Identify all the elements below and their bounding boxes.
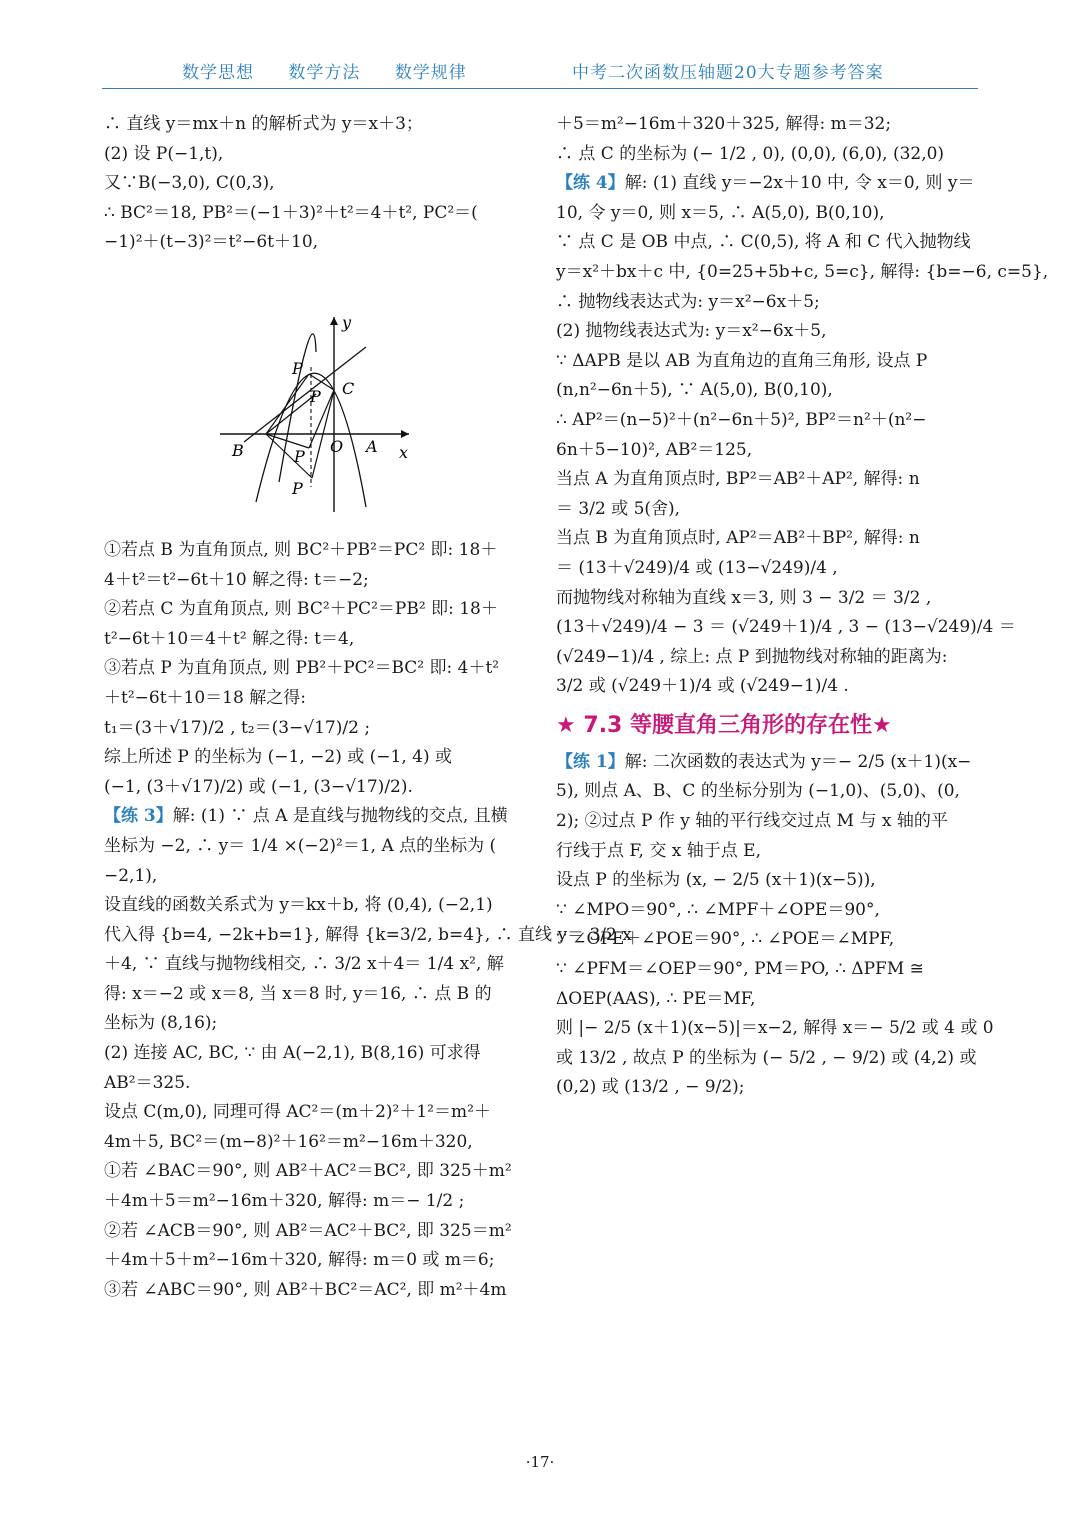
exercise-4-line [556, 169, 980, 199]
text-line: 代入得 {b=4, −2k+b=1}, 解得 {k=3/2, b=4}, ∴ 直线 y＝ 3/2 x [104, 924, 632, 945]
text-line: 2); ②过点 P 作 y 轴的平行线交过点 M 与 x 轴的平 [556, 811, 948, 832]
text-line: ①若 ∠BAC＝90°, 则 AB²＋AC²＝BC², 即 325＋m² [104, 1161, 512, 1182]
label-o: O [330, 436, 344, 456]
text-line: 当点 A 为直角顶点时, BP²＝AB²＋AP², 解得: n [556, 469, 920, 490]
text-line: ②若点 C 为直角顶点, 则 BC²＋PC²＝PB² 即: 18＋ [104, 599, 498, 620]
y-axis-arrow [330, 317, 338, 325]
header-item: 数学思想 [182, 63, 254, 83]
label-x: x [399, 442, 409, 462]
segment-bp4 [266, 434, 312, 478]
label-y: y [342, 312, 352, 332]
text-line: (2) 设 P(−1,t), [104, 143, 224, 164]
text-line: 又∵B(−3,0), C(0,3), [104, 173, 275, 194]
exercise-tag: 【练 4】 [556, 173, 625, 194]
text-line: 5), 则点 A、B、C 的坐标分别为 (−1,0)、(5,0)、(0, [556, 781, 960, 802]
text-line: 当点 B 为直角顶点时, AP²＝AB²＋BP², 解得: n [556, 528, 920, 549]
label-p2: P [310, 386, 321, 406]
text-line: 10, 令 y＝0, 则 x＝5, ∴ A(5,0), B(0,10), [556, 202, 885, 223]
exercise-text: 解: 二次函数的表达式为 y＝− 2/5 (x＋1)(x− [624, 751, 972, 772]
exercise-text: 解: (1) ∵ 点 A 是直线与抛物线的交点, 且横 [172, 806, 508, 827]
section-title: ★ 7.3 等腰直角三角形的存在性★ [556, 712, 892, 738]
text-line: −2,1), [104, 865, 158, 886]
text-line: 6n＋5−10)², AB²＝125, [556, 439, 753, 460]
label-p3: P [294, 446, 305, 466]
text-line: (−1, (3＋√17)/2) 或 (−1, (3−√17)/2). [104, 776, 413, 797]
text-line: 4＋t²＝t²−6t＋10 解之得: t＝−2; [104, 569, 369, 590]
text-line: ∴ 点 C 的坐标为 (− 1/2 , 0), (0,0), (6,0), (32,0) [556, 143, 945, 164]
text-line: 4m＋5, BC²＝(m−8)²＋16²＝m²−16m＋320, [104, 1131, 473, 1152]
text-line: (n,n²−6n＋5), ∵ A(5,0), B(0,10), [556, 380, 833, 401]
exercise-tag: 【练 1】 [556, 751, 625, 772]
x-axis-arrow [401, 430, 409, 438]
text-line: t₁＝(3＋√17)/2 , t₂＝(3−√17)/2 ; [104, 717, 371, 738]
figure-svg [104, 262, 528, 532]
text-line: ＋4m＋5＋m²−16m＋320, 解得: m＝0 或 m＝6; [104, 1250, 495, 1271]
label-p4: P [292, 478, 303, 498]
text-line: 坐标为 −2, ∴ y＝ 1/4 ×(−2)²＝1, A 点的坐标为 ( [104, 835, 497, 856]
text-line: ＋4m＋5＝m²−16m＋320, 解得: m＝− 1/2 ; [104, 1191, 465, 1212]
exercise-tag: 【练 3】 [104, 806, 173, 827]
text-line: ∵ 点 C 是 OB 中点, ∴ C(0,5), 将 A 和 C 代入抛物线 [556, 232, 971, 253]
text-line: ①若点 B 为直角顶点, 则 BC²＋PB²＝PC² 即: 18＋ [104, 539, 498, 560]
text-line: 设点 C(m,0), 同理可得 AC²＝(m＋2)²＋1²＝m²＋ [104, 1102, 491, 1123]
text-line: ∴ BC²＝18, PB²＝(−1＋3)²＋t²＝4＋t², PC²＝( [104, 202, 478, 223]
text-line: ②若 ∠ACB＝90°, 则 AB²＝AC²＋BC², 即 325＝m² [104, 1220, 512, 1241]
text-line: ∵ ∠OPE＋∠POE＝90°, ∴ ∠POE＝∠MPF, [556, 929, 895, 950]
text-line: 设直线的函数关系式为 y＝kx＋b, 将 (0,4), (−2,1) [104, 895, 493, 916]
text-line: (13＋√249)/4 − 3 ＝ (√249＋1)/4 , 3 − (13−√249)/4 ＝ [556, 617, 1016, 638]
text-line: 或 13/2 , 故点 P 的坐标为 (− 5/2 , − 9/2) 或 (4,2) 或 [556, 1047, 977, 1068]
label-c: C [342, 378, 355, 398]
label-p1: P [292, 358, 303, 378]
text-line: (2) 连接 AC, BC, ∵ 由 A(−2,1), B(8,16) 可求得 [104, 1043, 481, 1064]
text-line: 坐标为 (8,16); [104, 1013, 218, 1034]
exercise-1-line [556, 748, 980, 778]
text-line: 设点 P 的坐标为 (x, − 2/5 (x＋1)(x−5)), [556, 870, 876, 891]
header-left [182, 58, 495, 83]
text-line: ＝ (13＋√249)/4 或 (13−√249)/4 , [556, 557, 838, 578]
text-line: 综上所述 P 的坐标为 (−1, −2) 或 (−1, 4) 或 [104, 747, 453, 768]
text-line: 而抛物线对称轴为直线 x＝3, 则 3 − 3/2 ＝ 3/2 , [556, 587, 932, 608]
text-line: AB²＝325. [104, 1072, 191, 1093]
text-line: (0,2) 或 (13/2 , − 9/2); [556, 1077, 745, 1098]
page-number: ·17· [525, 1453, 555, 1471]
text-line: ∴ AP²＝(n−5)²＋(n²−6n＋5)², BP²＝n²＋(n²− [556, 409, 927, 430]
text-line: ∴ 抛物线表达式为: y＝x²−6x＋5; [556, 291, 820, 312]
text-line: ＝ 3/2 或 5(舍), [556, 498, 681, 519]
text-line: ③若点 P 为直角顶点, 则 PB²＋PC²＝BC² 即: 4＋t² [104, 658, 500, 679]
text-line: ＋5＝m²−16m＋320＋325, 解得: m＝32; [556, 114, 892, 134]
text-line: −1)²＋(t−3)²＝t²−6t＋10, [104, 232, 319, 253]
text-line: 则 |− 2/5 (x＋1)(x−5)|＝x−2, 解得 x＝− 5/2 或 4 或 0 [556, 1018, 994, 1039]
header-item: 数学规律 [394, 63, 467, 83]
text-line: y＝x²＋bx＋c 中, {0=25+5b+c, 5=c}, 解得: {b=−6, c=5}, [556, 261, 1049, 282]
text-line: (√249−1)/4 , 综上: 点 P 到抛物线对称轴的距离为: [556, 646, 948, 667]
label-a: A [366, 436, 378, 456]
text-line: ΔOEP(AAS), ∴ PE＝MF, [556, 988, 756, 1009]
text-line: ∵ ∠PFM＝∠OEP＝90°, PM＝PO, ∴ ΔPFM ≅ [556, 959, 924, 980]
text-line: ∵ ∠MPO＝90°, ∴ ∠MPF＋∠OPE＝90°, [556, 899, 880, 920]
header-item: 数学方法 [288, 63, 361, 83]
text-line: ∵ ΔAPB 是以 AB 为直角边的直角三角形, 设点 P [556, 350, 928, 371]
text-line: t²−6t＋10＝4＋t² 解之得: t＝4, [104, 628, 355, 649]
page-header [102, 56, 978, 89]
text-line: 行线于点 F, 交 x 轴于点 E, [556, 840, 761, 861]
text-line: ＋4, ∵ 直线与抛物线相交, ∴ 3/2 x＋4＝ 1/4 x², 解 [104, 954, 504, 975]
text-line: ③若 ∠ABC＝90°, 则 AB²＋BC²＝AC², 即 m²＋4m [104, 1279, 507, 1300]
right-column [556, 110, 1049, 1103]
text-line: ∴ 直线 y＝mx＋n 的解析式为 y＝x＋3； [104, 114, 423, 134]
label-b: B [232, 440, 244, 460]
text-line: 得: x＝−2 或 x＝8, 当 x＝8 时, y＝16, ∴ 点 B 的 [104, 983, 492, 1004]
header-title: 中考二次函数压轴题20大专题参考答案 [572, 63, 884, 83]
parabola-figure [104, 262, 528, 532]
text-line: ＋t²−6t＋10＝18 解之得: [104, 687, 306, 708]
text-line: (2) 抛物线表达式为: y＝x²−6x＋5, [556, 321, 827, 342]
exercise-text: 解: (1) 直线 y＝−2x＋10 中, 令 x＝0, 则 y＝ [624, 173, 975, 194]
text-line: 3/2 或 (√249＋1)/4 或 (√249−1)/4 . [556, 676, 849, 697]
exercise-3-line [104, 802, 528, 832]
